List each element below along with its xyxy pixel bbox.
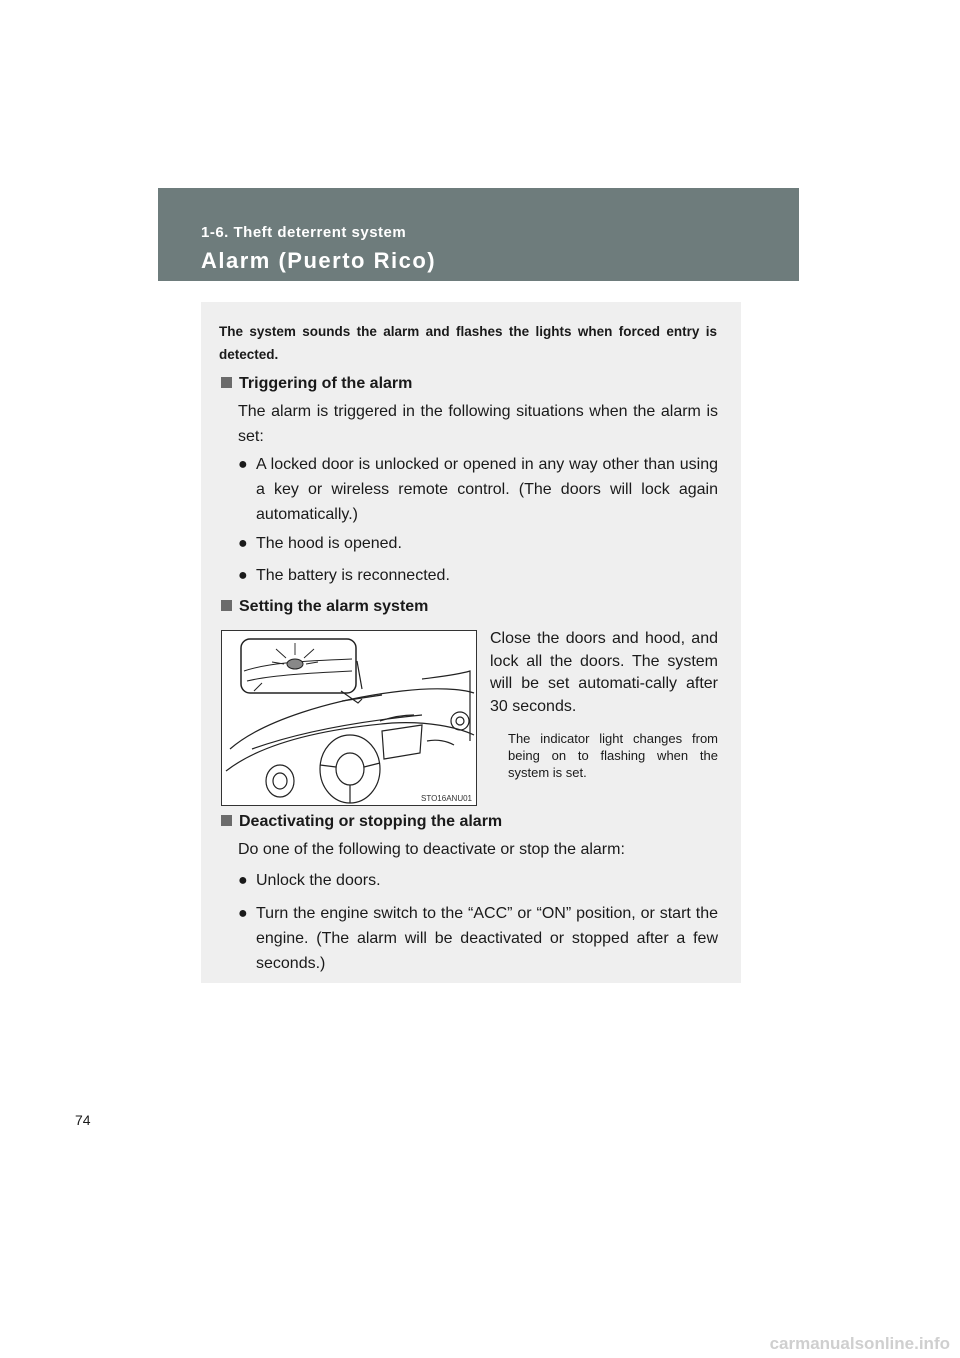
square-bullet-icon xyxy=(221,377,232,388)
figure-code: STO16ANU01 xyxy=(421,794,472,803)
list-item: ● The hood is opened. xyxy=(238,531,718,556)
content-panel xyxy=(201,302,741,983)
dashboard-drawing xyxy=(222,631,476,805)
list-item: ● Turn the engine switch to the “ACC” or “ON” position, or start the engine. (The alarm will be deactivated or stopped after a few seconds.) xyxy=(238,901,718,976)
section-label: 1-6. Theft deterrent system xyxy=(201,224,407,241)
page-title: Alarm (Puerto Rico) xyxy=(201,248,437,273)
list-item: ● The battery is reconnected. xyxy=(238,563,718,588)
page-number: 74 xyxy=(75,1112,91,1128)
dashboard-illustration xyxy=(221,630,477,806)
heading-deactivating: Deactivating or stopping the alarm xyxy=(221,811,502,833)
bullet-dot-icon: ● xyxy=(238,535,248,552)
watermark: carmanualsonline.info xyxy=(769,1334,950,1353)
list-item: ● A locked door is unlocked or opened in any way other than using a key or wireless remote control. (The doors will lock again automatically.) xyxy=(238,452,718,527)
section-header xyxy=(158,188,799,281)
heading-setting: Setting the alarm system xyxy=(221,596,428,618)
bullet-dot-icon: ● xyxy=(238,872,248,889)
square-bullet-icon xyxy=(221,600,232,611)
deactivating-text: Do one of the following to deactivate or stop the alarm: xyxy=(238,841,625,858)
triggering-text: The alarm is triggered in the following situations when the alarm is set: xyxy=(238,403,718,445)
bullet-dot-icon: ● xyxy=(238,905,248,922)
list-item: ● Unlock the doors. xyxy=(238,868,718,893)
heading-triggering: Triggering of the alarm xyxy=(221,373,412,395)
bullet-dot-icon: ● xyxy=(238,456,248,473)
intro-text: The system sounds the alarm and flashes the lights when forced entry is detected. xyxy=(219,324,717,362)
square-bullet-icon xyxy=(221,815,232,826)
bullet-dot-icon: ● xyxy=(238,567,248,584)
setting-note: The indicator light changes from being on to flashing when the system is set. xyxy=(508,731,718,780)
setting-text: Close the doors and hood, and lock all the doors. The system will be set automati-cally after 30 seconds. xyxy=(490,630,718,715)
